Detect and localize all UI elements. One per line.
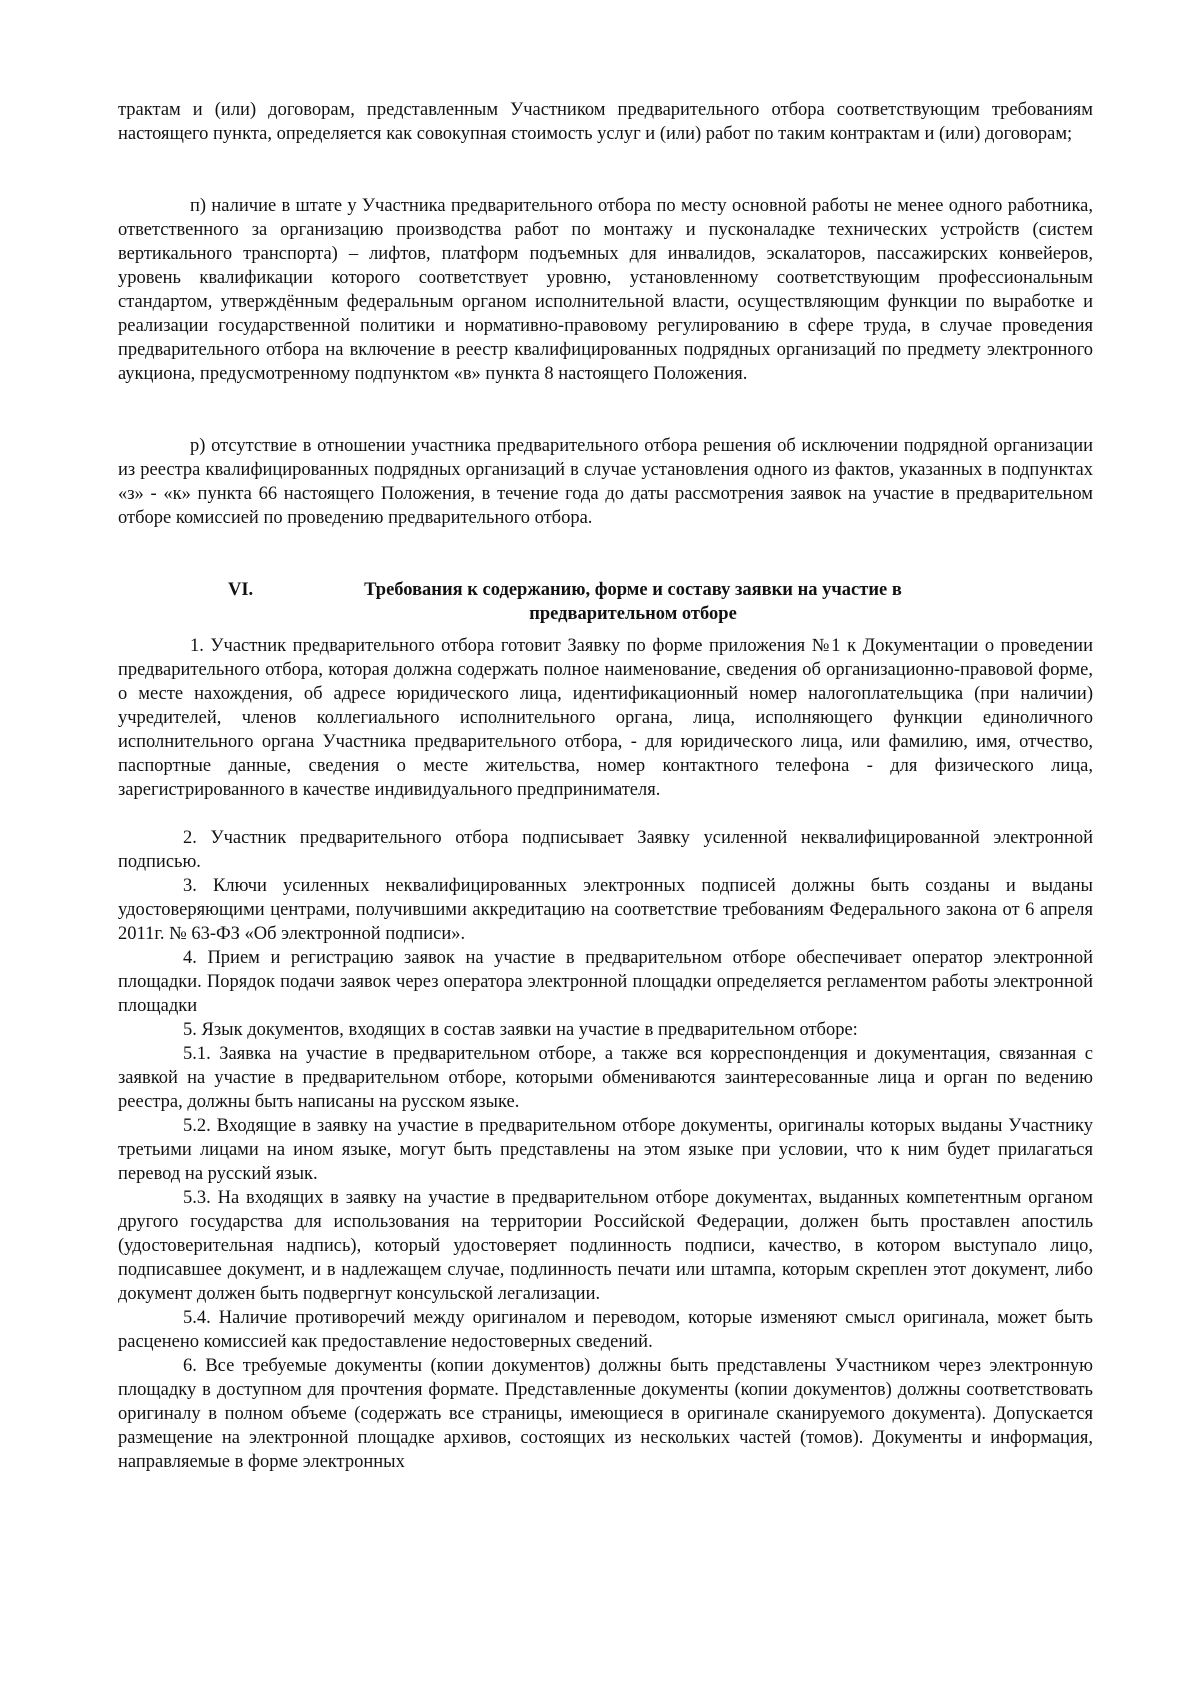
paragraph-5: 5. Язык документов, входящих в состав заявки на участие в предварительном отборе: (183, 1020, 858, 1040)
paragraph-4: 4. Прием и регистрацию заявок на участие в предварительном отборе обеспечивает оператор электронной площадки. Порядок подачи заявок через оператора электронной площадки определяется регламентом работы электронной площадки (118, 948, 1093, 1016)
paragraph-5-1: 5.1. Заявка на участие в предварительном отборе, а также вся корреспонденция и документация, связанная с заявкой на участие в предварительном отборе, которыми обмениваются заинтересованные лица и орган по ведению реестра, должны быть написаны на русском языке. (118, 1044, 1093, 1112)
paragraph-5-3: 5.3. На входящих в заявку на участие в предварительном отборе документах, выданных компетентным органом другого государства для использования на территории Российской Федерации, должен быть проставлен апостиль (удостоверительная надпись), который удостоверяет подлинность подписи, качество, в котором выступало лицо, подписавшее документ, и в надлежащем случае, подлинность печати или штампа, которым скреплен этот документ, либо документ должен быть подвергнут консульской легализации. (118, 1188, 1093, 1304)
paragraph-3: 3. Ключи усиленных неквалифицированных электронных подписей должны быть созданы и выданы удостоверяющими центрами, получившими аккредитацию на соответствие требованиям Федерального закона от 6 апреля 2011г. № 63-ФЗ «Об электронной подписи». (118, 876, 1093, 944)
continuation-paragraph: трактам и (или) договорам, представленным Участником предварительного отбора соответствующим требованиям настоящего пункта, определяется как совокупная стоимость услуг и (или) работ по таким контрактам и (или) договорам; (118, 100, 1093, 144)
item-r-paragraph: р) отсутствие в отношении участника предварительного отбора решения об исключении подрядной организации из реестра квалифицированных подрядных организаций в случае установления одного из фактов, указанных в подпунктах «з» - «к» пункта 66 настоящего Положения, в течение года до даты рассмотрения заявок на участие в предварительном отборе комиссией по проведению предварительного отбора. (118, 436, 1093, 528)
section-title-line1: Требования к содержанию, форме и составу заявки на участие в (364, 580, 902, 600)
section-title-line2: предварительном отборе (529, 604, 737, 624)
section-number: VI. (228, 580, 254, 600)
paragraph-2: 2. Участник предварительного отбора подписывает Заявку усиленной неквалифицированной электронной подписью. (118, 828, 1093, 872)
paragraph-5-4: 5.4. Наличие противоречий между оригиналом и переводом, которые изменяют смысл оригинала, может быть расценено комиссией как предоставление недостоверных сведений. (118, 1308, 1093, 1352)
paragraph-1: 1. Участник предварительного отбора готовит Заявку по форме приложения №1 к Документации о проведении предварительного отбора, которая должна содержать полное наименование, сведения об организационно-правовой форме, о месте нахождения, об адресе юридического лица, идентификационный номер налогоплательщика (при наличии) учредителей, членов коллегиального исполнительного органа, лица, исполняющего функции единоличного исполнительного органа Участника предварительного отбора, - для юридического лица, или фамилию, имя, отчество, паспортные данные, сведения о месте жительства, номер контактного телефона - для физического лица, зарегистрированного в качестве индивидуального предпринимателя. (118, 636, 1093, 800)
paragraph-6: 6. Все требуемые документы (копии документов) должны быть представлены Участником через электронную площадку в доступном для прочтения формате. Представленные документы (копии документов) должны соответствовать оригиналу в полном объеме (содержать все страницы, имеющиеся в оригинале сканируемого документа). Допускается размещение на электронной площадке архивов, состоящих из нескольких частей (томов). Документы и информация, направляемые в форме электронных (118, 1356, 1093, 1472)
section-title (303, 578, 963, 626)
item-p-paragraph: п) наличие в штате у Участника предварительного отбора по месту основной работы не менее одного работника, ответственного за организацию производства работ по монтажу и пусконаладке технических устройств (систем вертикального транспорта) – лифтов, платформ подъемных для инвалидов, эскалаторов, пассажирских конвейеров, уровень квалификации которого соответствует уровню, установленному соответствующим профессиональным стандартом, утверждённым федеральным органом исполнительной власти, осуществляющим функции по выработке и реализации государственной политики и нормативно-правовому регулированию в сфере труда, в случае проведения предварительного отбора на включение в реестр квалифицированных подрядных организаций по предмету электронного аукциона, предусмотренному подпунктом «в» пункта 8 настоящего Положения. (118, 196, 1093, 384)
paragraph-5-2: 5.2. Входящие в заявку на участие в предварительном отборе документы, оригиналы которых выданы Участнику третьими лицами на ином языке, могут быть представлены на этом языке при условии, что к ним будет прилагаться перевод на русский язык. (118, 1116, 1093, 1184)
